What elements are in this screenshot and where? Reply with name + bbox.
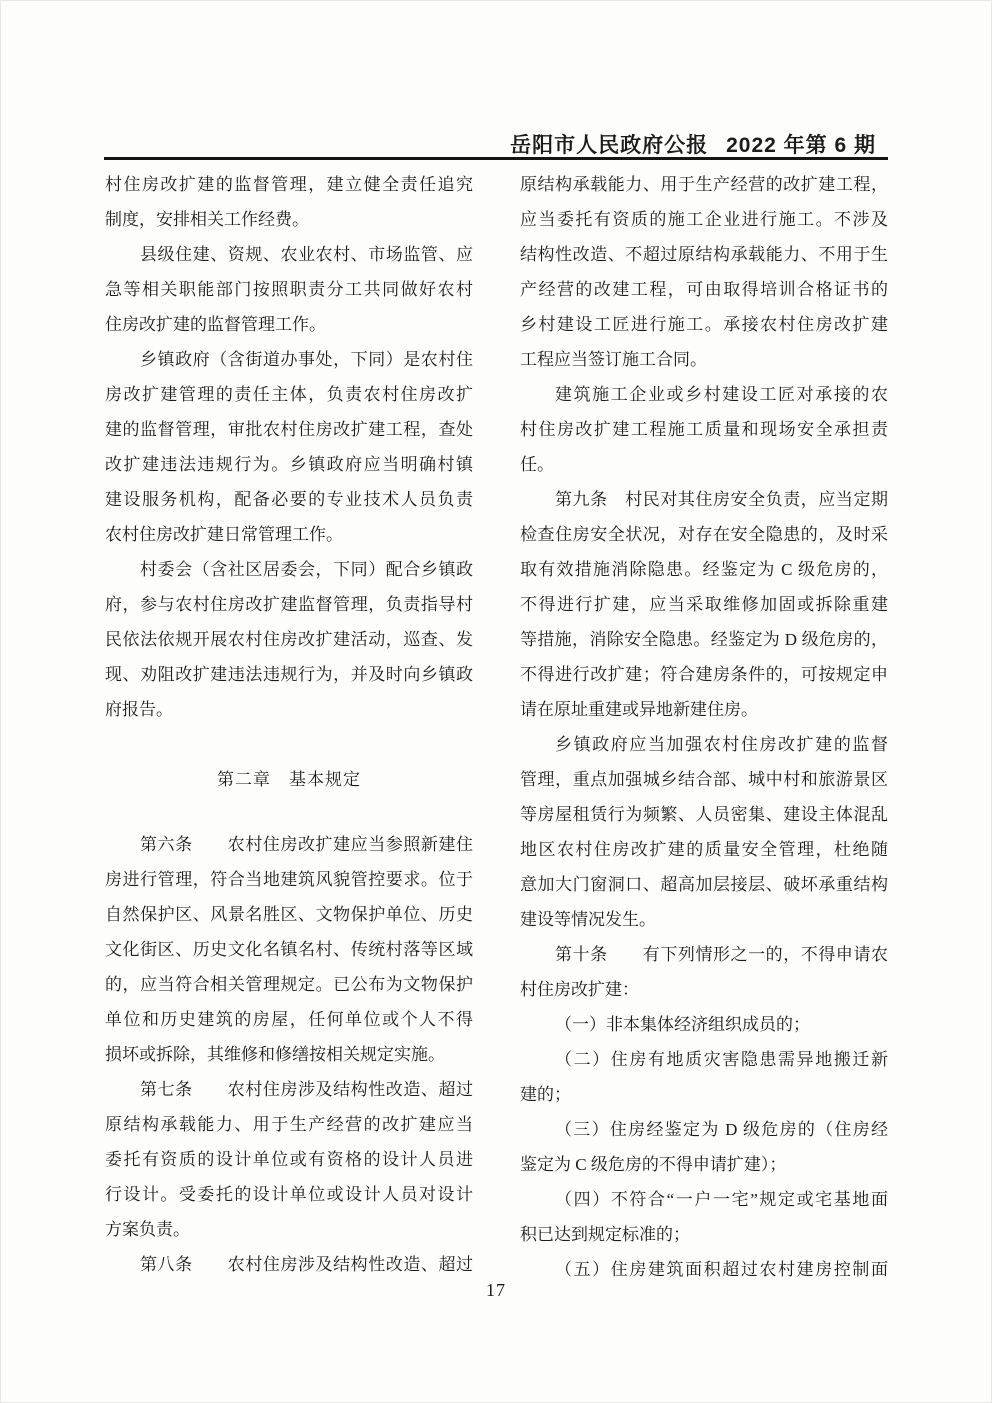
text-line: 房改扩建管理的责任主体，负责农村住房改扩 [105,385,473,404]
text-line: 应当委托有资质的施工企业进行施工。不涉及 [520,210,888,229]
text-line: 第九条 村民对其住房安全负责，应当定期 [555,490,888,509]
text-line: 检查住房安全状况，对存在安全隐患的，及时采 [520,525,888,544]
text-line: 住房改扩建的监督管理工作。 [105,315,326,334]
text-line: 原结构承载能力、用于生产经营的改扩建应当 [105,1115,473,1134]
text-line: 委托有资质的设计单位或有资格的设计人员进 [105,1150,473,1169]
text-line: （五）住房建筑面积超过农村建房控制面 [555,1260,888,1279]
text-line: 村住房改扩建的监督管理，建立健全责任追究 [105,175,473,194]
text-line: 文化街区、历史文化名镇名村、传统村落等区域 [105,940,473,959]
text-line: 建筑施工企业或乡村建设工匠对承接的农 [555,385,888,404]
text-line: 请在原址重建或异地新建住房。 [520,700,758,719]
text-line: 建设等情况发生。 [520,910,656,929]
text-line: 管理，重点加强城乡结合部、城中村和旅游景区 [520,770,888,789]
text-line: 村住房改扩建工程施工质量和现场安全承担责 [520,420,888,439]
text-line: 第六条 农村住房改扩建应当参照新建住 [140,835,473,854]
text-line: 取有效措施消除隐患。经鉴定为 C 级危房的， [520,560,888,579]
text-line: （二）住房有地质灾害隐患需异地搬迁新 [555,1050,888,1069]
text-line: 单位和历史建筑的房屋，任何单位或个人不得 [105,1010,473,1029]
text-line: 村委会（含社区居委会，下同）配合乡镇政 [140,560,473,579]
text-line: 不得进行改扩建；符合建房条件的，可按规定申 [520,665,888,684]
text-line: 方案负责。 [105,1220,190,1239]
text-line: 急等相关职能部门按照职责分工共同做好农村 [105,280,473,299]
text-line: 任。 [520,455,554,474]
text-line: 乡镇政府应当加强农村住房改扩建的监督 [555,735,888,754]
text-line: 乡镇政府（含街道办事处，下同）是农村住 [140,350,473,369]
text-line: （三）住房经鉴定为 D 级危房的（住房经 [555,1120,888,1139]
text-line: 的，应当符合相关管理规定。已公布为文物保护 [105,975,473,994]
text-line: 工程应当签订施工合同。 [520,350,707,369]
text-line: 行设计。受委托的设计单位或设计人员对设计 [105,1185,473,1204]
text-line: 产经营的改建工程，可由取得培训合格证书的 [520,280,888,299]
text-line: 改扩建违法违规行为。乡镇政府应当明确村镇 [105,455,473,474]
text-line: 第十条 有下列情形之一的，不得申请农 [555,945,888,964]
header-rule [104,157,888,160]
text-line: 村住房改扩建： [520,980,639,999]
text-line: 损坏或拆除，其维修和修缮按相关规定实施。 [105,1045,445,1064]
page-number: 17 [486,1280,506,1300]
page-header [105,129,888,157]
text-line: （四）不符合“一户一宅”规定或宅基地面 [555,1190,888,1209]
text-line: 制度，安排相关工作经费。 [105,210,309,229]
column-left [105,167,473,1282]
chapter-heading: 第二章 基本规定 [217,770,361,789]
text-line: 府，参与农村住房改扩建监督管理，负责指导村 [105,595,473,614]
column-right [520,167,888,1287]
text-line: 不得进行扩建，应当采取维修加固或拆除重建 [520,595,888,614]
text-line: 第七条 农村住房涉及结构性改造、超过 [140,1080,473,1099]
text-line: 现、劝阻改扩建违法违规行为，并及时向乡镇政 [105,665,473,684]
text-line: 自然保护区、风景名胜区、文物保护单位、历史 [105,905,473,924]
text-line: 原结构承载能力、用于生产经营的改扩建工程， [520,175,888,194]
text-line: 鉴定为 C 级危房的不得申请扩建）； [520,1155,787,1174]
text-line: 府报告。 [105,700,173,719]
text-line: 结构性改造、不超过原结构承载能力、不用于生 [520,245,888,264]
text-line: 民依法依规开展农村住房改扩建活动，巡查、发 [105,630,473,649]
text-line: 建设服务机构，配备必要的专业技术人员负责 [105,490,473,509]
text-line: 建的监督管理，审批农村住房改扩建工程，查处 [105,420,473,439]
text-line: 等房屋租赁行为频繁、人员密集、建设主体混乱 [520,805,888,824]
text-line: 房进行管理，符合当地建筑风貌管控要求。位于 [105,870,473,889]
text-line: （一）非本集体经济组织成员的； [555,1015,810,1034]
text-line: 意加大门窗洞口、超高加层接层、破坏承重结构 [520,875,888,894]
header-issue: 2022 年第 6 期 [726,134,876,157]
header-title: 岳阳市人民政府公报 [510,134,709,157]
text-line: 农村住房改扩建日常管理工作。 [105,525,343,544]
text-line: 第八条 农村住房涉及结构性改造、超过 [140,1255,473,1274]
text-line: 地区农村住房改扩建的质量安全管理，杜绝随 [520,840,888,859]
text-line: 建的； [520,1085,571,1104]
text-line: 等措施，消除安全隐患。经鉴定为 D 级危房的， [520,630,888,649]
text-line: 乡村建设工匠进行施工。承接农村住房改扩建 [520,315,888,334]
text-line: 县级住建、资规、农业农村、市场监管、应 [140,245,473,264]
text-line: 积已达到规定标准的； [520,1225,690,1244]
